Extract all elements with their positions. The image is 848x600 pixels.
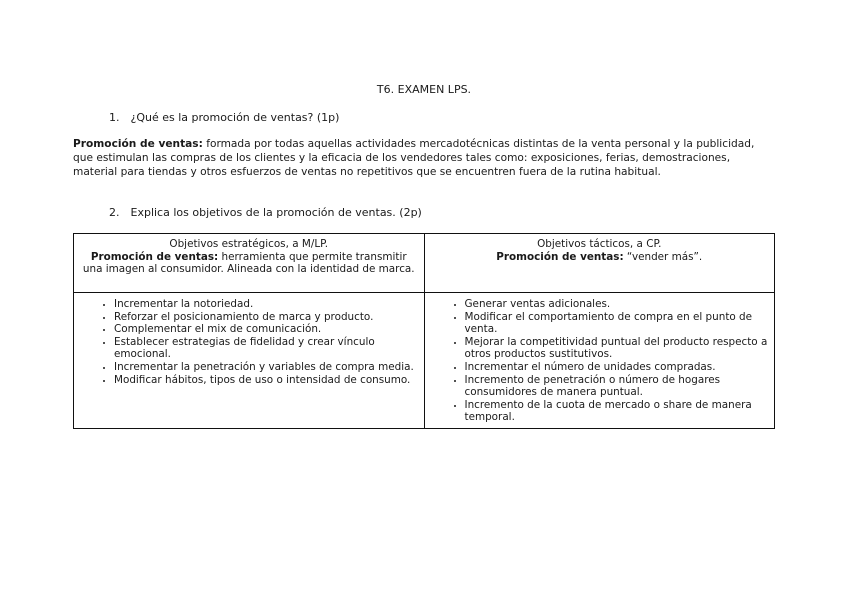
strategic-list: [80, 298, 418, 386]
tactical-term: Promoción de ventas:: [496, 250, 624, 263]
strategic-desc: herramienta que permite transmitir una imagen al consumidor. Alineada con la identidad de marca.: [82, 250, 415, 276]
question-1: [109, 111, 339, 124]
strategic-definition: [82, 251, 416, 276]
list-item: • Modificar el comportamiento de compra en el punto de venta.: [465, 311, 769, 336]
list-item: • Mejorar la competitividad puntual del producto respecto a otros productos sustitutivos.: [465, 336, 769, 361]
question-1-number: 1.: [109, 111, 120, 124]
strategic-term: Promoción de ventas:: [90, 250, 219, 263]
list-item: • Generar ventas adicionales.: [465, 298, 769, 311]
objectives-table: [73, 233, 775, 429]
question-2-number: 2.: [109, 206, 120, 219]
question-2-text: Explica los objetivos de la promoción de ventas. (2p): [130, 206, 422, 219]
strategic-header-cell: [74, 234, 425, 293]
list-item: • Incremento de penetración o número de hogares consumidores de manera puntual.: [465, 374, 769, 399]
tactical-definition: [433, 251, 767, 264]
definition-text: formada por todas aquellas actividades mercadotécnicas distintas de la venta personal y la publicidad, que estimulan las compras de los clientes y la eficacia de los vendedores tales como: exposiciones, ferias, demostraciones, material para tiendas y otros esfuerzos de ventas no repetitivos que se encuentren fuera de la rutina habitual.: [73, 138, 755, 179]
list-item: • Modificar hábitos, tipos de uso o intensidad de consumo.: [114, 374, 418, 387]
question-2: [109, 206, 422, 219]
list-item: • Establecer estrategias de fidelidad y crear vínculo emocional.: [114, 336, 418, 361]
list-item: • Incremento de la cuota de mercado o share de manera temporal.: [465, 399, 769, 424]
definition-term: Promoción de ventas:: [73, 138, 203, 150]
list-item: • Reforzar el posicionamiento de marca y producto.: [114, 311, 418, 324]
tactical-list-cell: [424, 293, 775, 429]
tactical-heading: Objetivos tácticos, a CP.: [537, 238, 662, 250]
definition-paragraph: [73, 137, 773, 180]
list-item: • Complementar el mix de comunicación.: [114, 323, 418, 336]
table-header-row: [74, 234, 775, 293]
tactical-list: [431, 298, 769, 424]
tactical-desc: “vender más”.: [623, 250, 703, 263]
question-1-text: ¿Qué es la promoción de ventas? (1p): [130, 111, 340, 124]
tactical-header-cell: [424, 234, 775, 293]
list-item: • Incrementar el número de unidades compradas.: [465, 361, 769, 374]
table-body-row: [74, 293, 775, 429]
strategic-heading: Objetivos estratégicos, a M/LP.: [169, 238, 329, 250]
list-item: • Incrementar la notoriedad.: [114, 298, 418, 311]
document-title: T6. EXAMEN LPS.: [376, 83, 472, 96]
strategic-list-cell: [74, 293, 425, 429]
list-item: • Incrementar la penetración y variables de compra media.: [114, 361, 418, 374]
